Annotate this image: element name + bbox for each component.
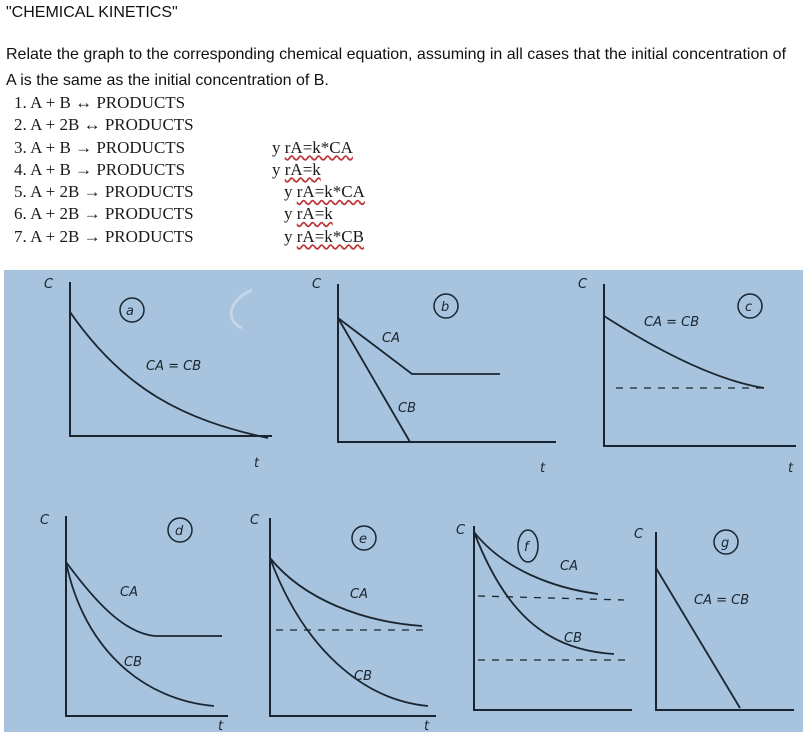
graph-b-id: b [441,300,450,315]
graph-b [312,277,556,476]
graph-a [44,277,272,471]
graph-e [250,513,436,732]
equation-7-text: 7. A + 2B → PRODUCTS [14,226,194,246]
graph-a-x-axis-label: t [254,456,260,471]
equation-6-rate: y rA=k [284,204,333,224]
graph-f-label-cb: CB [564,631,582,646]
equation-6-text: 6. A + 2B → PRODUCTS [14,204,194,224]
graph-g-curve [656,568,740,708]
graph-c-id: c [745,300,753,315]
graph-f-id: f [524,540,529,555]
graph-c-x-axis-label: t [788,461,794,476]
graph-a-curve [70,312,268,438]
graph-d-id: d [175,524,184,539]
graph-e-y-axis-label: C [250,513,260,528]
equation-2 [14,114,414,136]
graph-d-label-cb: CB [124,655,142,670]
equation-4 [14,159,414,181]
graph-e-id: e [359,532,367,547]
graph-d-curve-cb [66,562,214,706]
equation-1 [14,92,414,114]
graph-d [40,513,228,732]
graph-a-y-axis-label: C [44,277,54,292]
equation-4-rate: y rA=k [272,159,321,179]
graph-f-equilibrium-line-ca [478,596,624,600]
equation-5-rate: y rA=k*CA [284,182,365,202]
graph-g [634,527,794,710]
equation-2-text: 2. A + 2B ↔ PRODUCTS [14,115,194,135]
graph-c [578,277,796,476]
equation-5 [14,181,414,203]
graph-b-x-axis-label: t [540,461,546,476]
equation-3 [14,137,414,159]
equation-3-rate: y rA=k*CA [272,137,353,157]
equation-7 [14,226,414,248]
graph-b-curve-ca [338,318,500,374]
instructions-text: Relate the graph to the corresponding chemical equation, assuming in all cases that the initial concentration of A is the same as the initial concentration of B. [6,46,787,89]
graph-b-y-axis-label: C [312,277,322,292]
equation-3-text: 3. A + B → PRODUCTS [14,137,186,157]
equation-1-text: 1. A + B ↔ PRODUCTS [14,93,186,112]
graph-f-y-axis-label: C [456,523,466,538]
graph-a-smudge [231,290,252,328]
graph-c-label-ca-eq-cb: CA = CB [644,315,700,330]
graphs-svg [4,270,803,732]
graph-f [456,523,632,710]
graph-d-label-ca: CA [120,585,138,600]
graph-d-x-axis-label: t [218,719,224,732]
graph-b-label-ca: CA [382,331,400,346]
equation-4-text: 4. A + B → PRODUCTS [14,159,186,179]
graph-g-label-ca-eq-cb: CA = CB [694,593,750,608]
graph-e-label-ca: CA [350,587,368,602]
graph-e-x-axis-label: t [424,719,430,732]
graph-a-id: a [126,304,134,319]
graph-d-y-axis-label: C [40,513,50,528]
graph-a-label-ca-eq-cb: CA = CB [146,359,202,374]
graph-e-axes [270,518,436,716]
graph-f-axes [474,526,632,710]
graphs-panel [4,270,803,732]
graph-e-label-cb: CB [354,669,372,684]
graph-g-y-axis-label: C [634,527,644,542]
equation-5-text: 5. A + 2B → PRODUCTS [14,182,194,202]
graph-f-curve-ca [474,532,598,594]
graph-e-curve-ca [270,558,422,626]
graph-b-label-cb: CB [398,401,416,416]
equation-7-rate: y rA=k*CB [284,226,364,246]
equation-6 [14,203,414,225]
graph-c-y-axis-label: C [578,277,588,292]
graph-g-id: g [721,536,730,551]
graph-f-label-ca: CA [560,559,578,574]
page-title: "CHEMICAL KINETICS" [6,4,178,21]
equation-list [14,92,414,248]
graph-c-axes [604,284,796,446]
graph-d-axes [66,516,228,716]
